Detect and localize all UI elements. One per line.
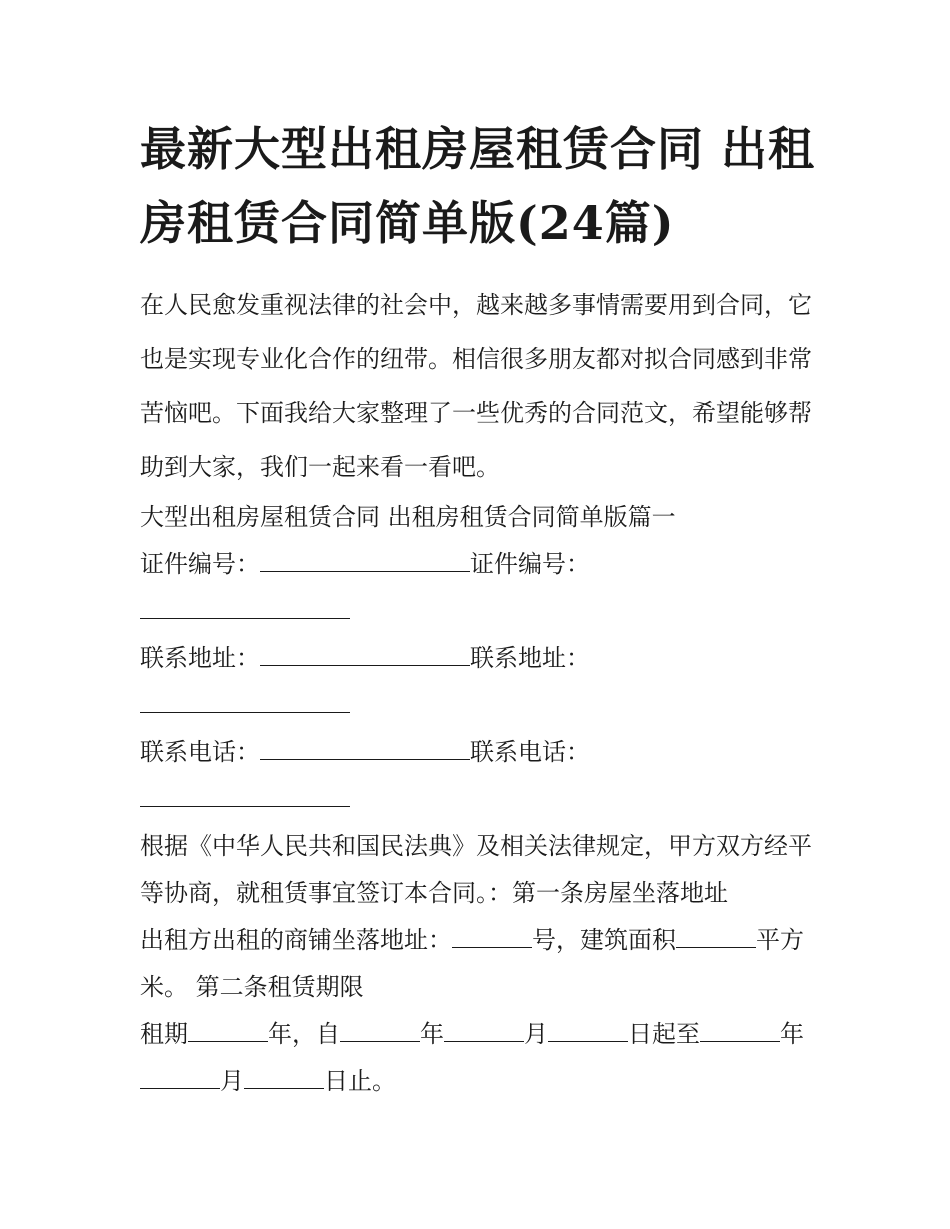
id-number-label-2: 证件编号： <box>470 550 590 578</box>
address-label-2: 联系地址： <box>470 644 590 672</box>
term-text-6: 年 <box>780 1020 804 1048</box>
term-text-1: 租期 <box>140 1020 188 1048</box>
address-blank-b <box>140 688 350 713</box>
end-month-blank <box>140 1064 220 1089</box>
address-row <box>140 635 820 729</box>
area-blank <box>676 923 756 948</box>
phone-blank-b <box>140 782 350 807</box>
end-day-blank <box>244 1064 324 1089</box>
address-clause <box>140 917 820 1011</box>
term-text-7: 月 <box>220 1067 244 1095</box>
intro-paragraph: 在人民愈发重视法律的社会中，越来越多事情需要用到合同，它也是实现专业化合作的纽带。相信很多朋友都对拟合同感到非常苦恼吧。下面我给大家整理了一些优秀的合同范文，希望能够帮助到大家，我们一起来看一看吧。 <box>140 291 812 481</box>
id-number-label: 证件编号： <box>140 550 260 578</box>
start-month-blank <box>444 1017 524 1042</box>
address-label: 联系地址： <box>140 644 260 672</box>
start-day-blank <box>548 1017 628 1042</box>
section-heading: 大型出租房屋租赁合同 出租房租赁合同简单版篇一 <box>140 503 676 531</box>
phone-blank-a <box>260 735 470 760</box>
phone-row <box>140 729 820 823</box>
phone-label: 联系电话： <box>140 738 260 766</box>
address-clause-mid: 号，建筑面积 <box>532 926 676 954</box>
id-number-blank-b <box>140 594 350 619</box>
id-number-row <box>140 541 820 635</box>
term-text-3: 年 <box>420 1020 444 1048</box>
basis-paragraph: 根据《中华人民共和国民法典》及相关法律规定，甲方双方经平等协商，就租赁事宜签订本合同。：第一条房屋坐落地址 <box>140 832 812 907</box>
start-year-blank <box>340 1017 420 1042</box>
address-clause-prefix: 出租方出租的商铺坐落地址： <box>140 926 452 954</box>
term-clause <box>140 1011 820 1105</box>
address-clause-suffix: 平方米。 第二条租赁期限 <box>140 926 804 1001</box>
house-number-blank <box>452 923 532 948</box>
term-text-5: 日起至 <box>628 1020 700 1048</box>
term-text-8: 日止。 <box>324 1067 396 1095</box>
document-body <box>140 278 820 1105</box>
id-number-blank-a <box>260 547 470 572</box>
term-text-4: 月 <box>524 1020 548 1048</box>
address-blank-a <box>260 641 470 666</box>
end-year-blank <box>700 1017 780 1042</box>
phone-label-2: 联系电话： <box>470 738 590 766</box>
term-text-2: 年，自 <box>268 1020 340 1048</box>
term-years-blank <box>188 1017 268 1042</box>
document-title: 最新大型出租房屋租赁合同 出租房租赁合同简单版(24篇) <box>140 122 816 250</box>
